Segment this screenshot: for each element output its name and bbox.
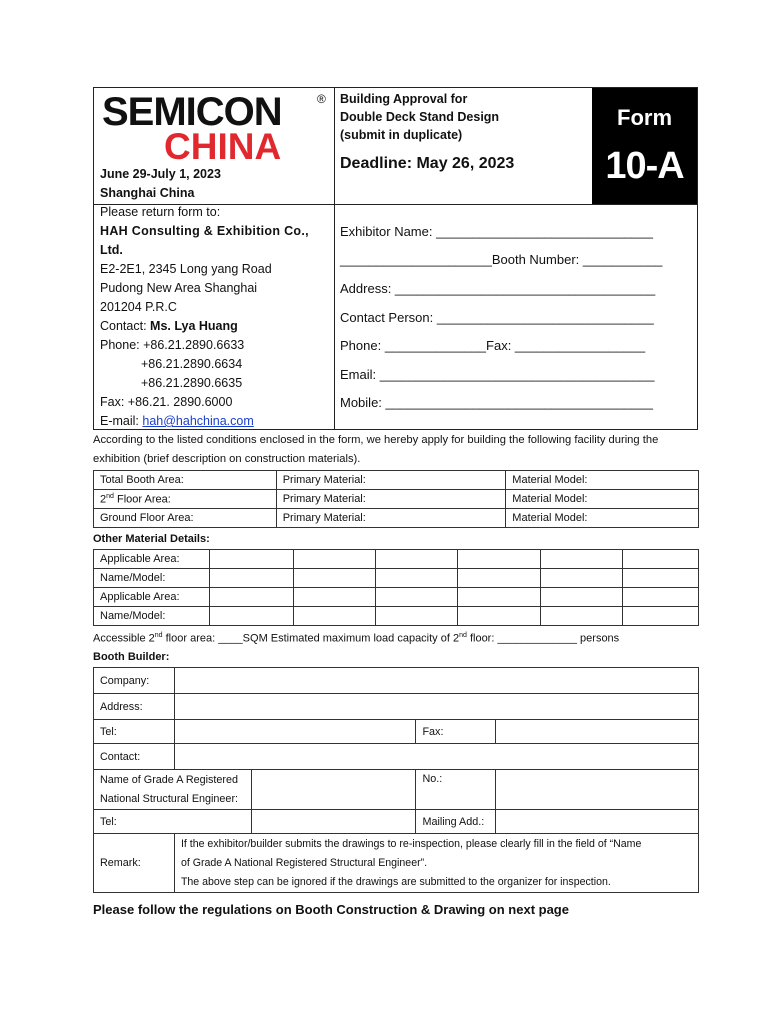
return-company-1: HAH Consulting & Exhibition Co., (100, 224, 309, 238)
acc-mid: floor area: ____SQM Estimated maximum load capacity of 2 (162, 632, 460, 645)
no-input[interactable] (496, 770, 699, 810)
table-row (94, 569, 699, 588)
cell[interactable] (293, 550, 375, 569)
mailing-input[interactable] (496, 810, 699, 834)
table-row (94, 810, 699, 834)
contact-name: Ms. Lya Huang (150, 319, 238, 333)
second-floor-area-cell[interactable] (94, 490, 277, 509)
cell[interactable] (209, 569, 293, 588)
name-model-label: Name/Model: (94, 607, 210, 626)
return-phone-3: +86.21.2890.6635 (141, 376, 243, 390)
return-intro: Please return form to: (100, 205, 221, 219)
cell[interactable] (623, 588, 699, 607)
logo-semicon: SEMICON (102, 90, 282, 134)
engineer-label (94, 770, 252, 810)
cell[interactable] (541, 569, 623, 588)
cell[interactable] (541, 550, 623, 569)
primary-material-cell[interactable]: Primary Material: (276, 490, 506, 509)
footer-note: Please follow the regulations on Booth Construction & Drawing on next page (93, 902, 569, 917)
title-line2: Double Deck Stand Design (340, 110, 500, 124)
cell[interactable] (458, 550, 541, 569)
company-label: Company: (94, 668, 175, 694)
total-booth-area-cell[interactable]: Total Booth Area: (94, 471, 277, 490)
address-field[interactable]: Address: ____________________________________ (340, 281, 656, 296)
event-date: June 29-July 1, 2023 (100, 167, 221, 181)
registered-mark: ® (317, 92, 326, 106)
cell[interactable] (375, 569, 458, 588)
table-row (94, 834, 699, 893)
table-row (94, 770, 699, 810)
cell[interactable] (375, 607, 458, 626)
cell[interactable] (293, 569, 375, 588)
material-model-cell[interactable]: Material Model: (506, 490, 699, 509)
return-phone-1: Phone: +86.21.2890.6633 (100, 338, 245, 352)
primary-material-cell[interactable]: Primary Material: (276, 471, 506, 490)
header-divider (334, 88, 335, 204)
cell[interactable] (375, 550, 458, 569)
form-number-box (592, 88, 697, 204)
return-contact (100, 319, 238, 333)
deadline: Deadline: May 26, 2023 (340, 155, 515, 172)
cell[interactable] (293, 607, 375, 626)
event-location: Shanghai China (100, 186, 195, 200)
table-row (94, 744, 699, 770)
floor-num: 2 (100, 493, 107, 506)
title-line1: Building Approval for (340, 92, 468, 106)
area-table (93, 470, 699, 528)
phone-fax-field[interactable]: Phone: ______________Fax: __________________ (340, 338, 646, 353)
table-row (94, 509, 699, 528)
booth-builder-heading: Booth Builder: (93, 651, 170, 663)
engineer-label-2: National Structural Engineer: (100, 792, 239, 805)
table-row (94, 694, 699, 720)
contact-label: Contact: (100, 319, 151, 333)
intro-line-1: According to the listed conditions enclosed in the form, we hereby apply for building the following facility during the (93, 434, 659, 446)
cell[interactable] (458, 569, 541, 588)
remark-line-3: The above step can be ignored if the drawings are submitted to the organizer for inspection. (180, 875, 611, 888)
acc-pre: Accessible 2 (93, 632, 155, 645)
acc-sup: nd (154, 632, 163, 639)
other-material-heading: Other Material Details: (93, 533, 210, 545)
floor-sup: nd (106, 492, 114, 500)
return-addr-3: 201204 P.R.C (100, 300, 177, 314)
booth-number-field[interactable]: _____________________Booth Number: ___________ (340, 252, 663, 267)
tel2-input[interactable] (251, 810, 416, 834)
cell[interactable] (541, 588, 623, 607)
remark-text (174, 834, 698, 893)
logo-china: CHINA (164, 126, 282, 167)
table-row (94, 668, 699, 694)
applicable-area-label: Applicable Area: (94, 550, 210, 569)
return-addr-1: E2-2E1, 2345 Long yang Road (100, 262, 272, 276)
ground-floor-area-cell[interactable]: Ground Floor Area: (94, 509, 277, 528)
contact-label: Contact: (94, 744, 175, 770)
email-label: E-mail: (100, 414, 143, 428)
cell[interactable] (623, 607, 699, 626)
cell[interactable] (458, 588, 541, 607)
intro-line-2: exhibition (brief description on construction materials). (93, 453, 361, 465)
table-row (94, 550, 699, 569)
material-model-cell[interactable]: Material Model: (506, 509, 699, 528)
contact-divider (334, 205, 335, 429)
tel-input[interactable] (174, 720, 416, 744)
fax-label: Fax: (416, 720, 496, 744)
cell[interactable] (209, 588, 293, 607)
contact-person-field[interactable]: Contact Person: ______________________________ (340, 310, 654, 325)
cell[interactable] (458, 607, 541, 626)
cell[interactable] (375, 588, 458, 607)
cell[interactable] (293, 588, 375, 607)
floor-label: Floor Area: (113, 493, 171, 506)
other-material-table (93, 549, 699, 626)
table-row (94, 607, 699, 626)
primary-material-cell[interactable]: Primary Material: (276, 509, 506, 528)
email-link[interactable]: hah@hahchina.com (142, 414, 254, 428)
name-model-label: Name/Model: (94, 569, 210, 588)
table-row (94, 490, 699, 509)
cell[interactable] (209, 607, 293, 626)
engineer-label-1: Name of Grade A Registered (100, 773, 239, 786)
cell[interactable] (623, 569, 699, 588)
cell[interactable] (541, 607, 623, 626)
applicable-area-label: Applicable Area: (94, 588, 210, 607)
engineer-input[interactable] (251, 770, 416, 810)
exhibitor-name-field[interactable]: Exhibitor Name: ______________________________ (340, 224, 653, 239)
remark-line-2: of Grade A National Registered Structural Engineer”. (180, 856, 428, 869)
address-label: Address: (94, 694, 175, 720)
tel2-label: Tel: (94, 810, 252, 834)
booth-builder-table (93, 667, 699, 893)
header-box (93, 87, 698, 205)
accessible-floor-line[interactable] (93, 632, 619, 645)
cell[interactable] (623, 550, 699, 569)
return-phone-2: +86.21.2890.6634 (141, 357, 243, 371)
material-model-cell[interactable]: Material Model: (506, 471, 699, 490)
return-addr-2: Pudong New Area Shanghai (100, 281, 258, 295)
table-row (94, 588, 699, 607)
table-row (94, 720, 699, 744)
form-label: Form (617, 105, 672, 130)
remark-label: Remark: (94, 834, 175, 893)
return-fax: Fax: +86.21. 2890.6000 (100, 395, 233, 409)
no-label: No.: (416, 770, 496, 810)
title-line3: (submit in duplicate) (340, 128, 463, 142)
return-company-2: Ltd. (100, 243, 123, 257)
contact-input[interactable] (174, 744, 698, 770)
acc-sup2: nd (459, 632, 467, 639)
company-input[interactable] (174, 668, 698, 694)
acc-post: floor: _____________ persons (466, 632, 620, 645)
return-email (100, 414, 254, 428)
email-field[interactable]: Email: ______________________________________ (340, 367, 655, 382)
address-input[interactable] (174, 694, 698, 720)
remark-line-1: If the exhibitor/builder submits the drawings to re-inspection, please clearly fill in the field of “Name (180, 837, 642, 850)
tel-label: Tel: (94, 720, 175, 744)
cell[interactable] (209, 550, 293, 569)
form-number: 10-A (605, 145, 684, 187)
mailing-label: Mailing Add.: (416, 810, 496, 834)
table-row (94, 471, 699, 490)
mobile-field[interactable]: Mobile: _____________________________________ (340, 395, 654, 410)
contact-block (93, 205, 698, 430)
fax-input[interactable] (496, 720, 699, 744)
